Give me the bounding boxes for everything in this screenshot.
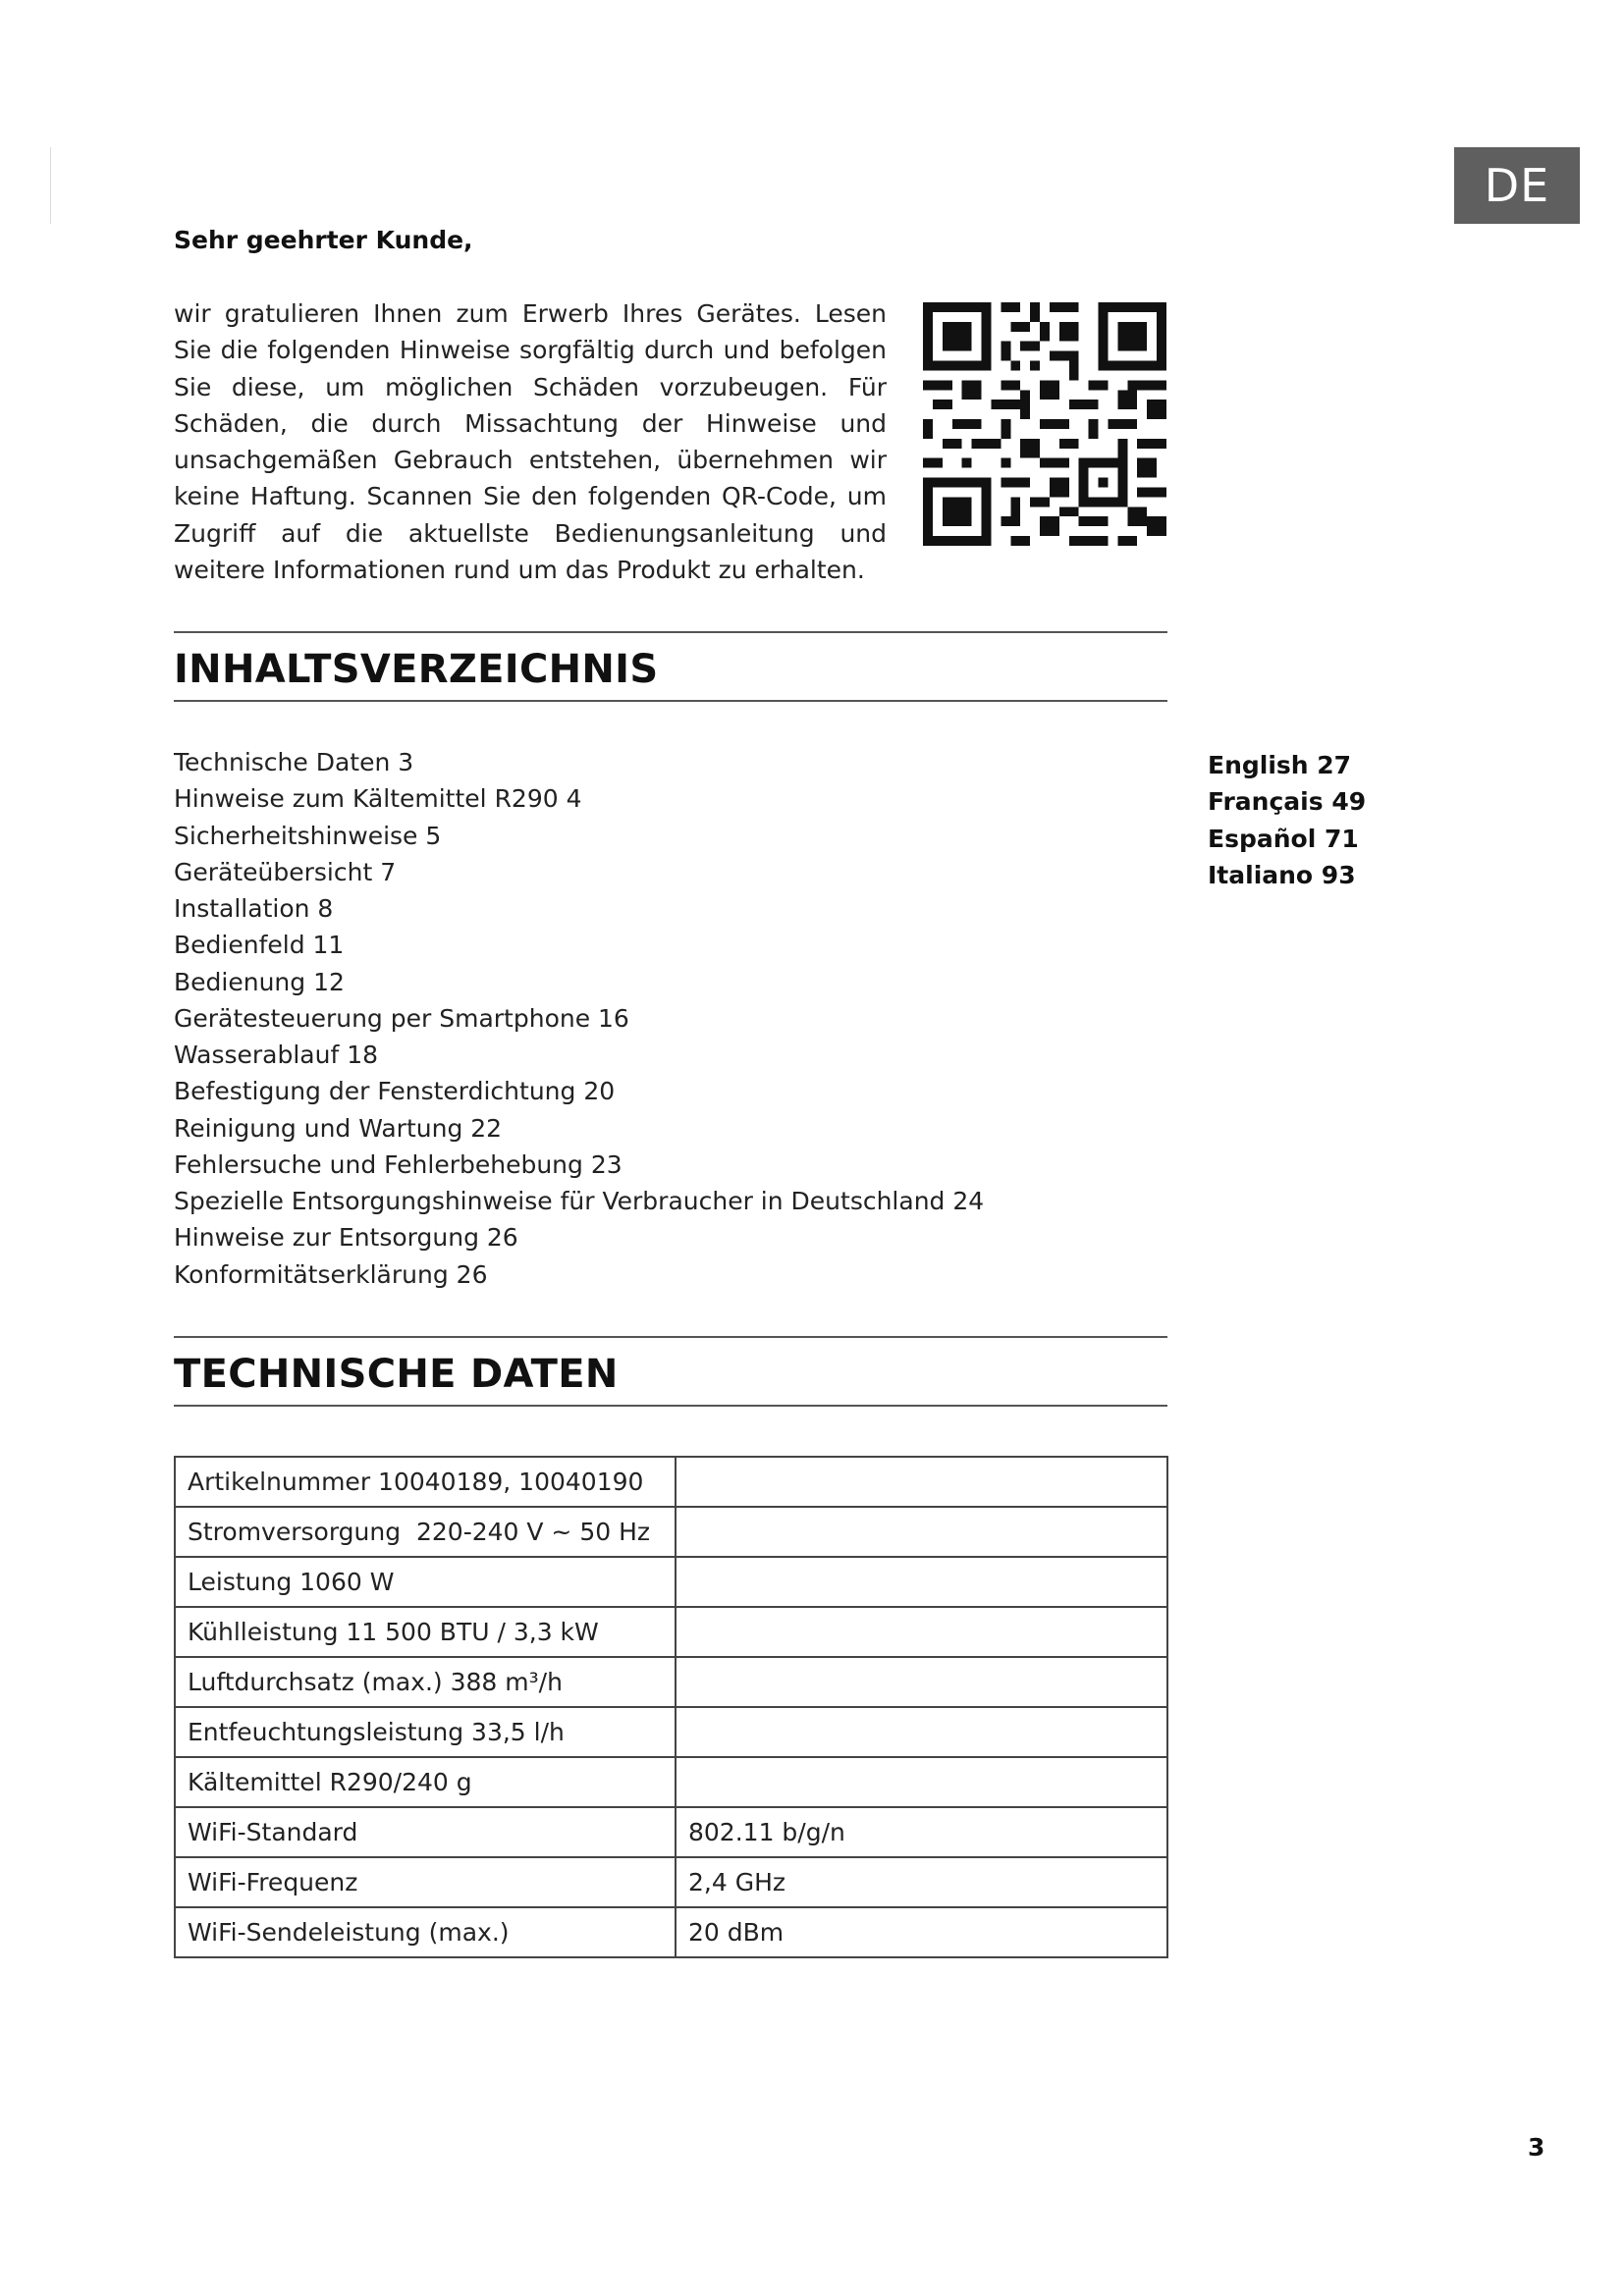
language-link-espanol[interactable]: Español 71 [1208, 824, 1359, 853]
page-number: 3 [1528, 2133, 1545, 2162]
intro-text: wir gratulieren Ihnen zum Erwerb Ihres Gerätes. Lesen Sie die folgenden Hinweise sorgfältig durch und befolgen Sie diese, um möglichen Schäden vorzubeugen. Für Schäden, die durch Missachtung der Hinweise und unsachgemäßen Gebrauch entstehen, übernehmen wir keine Haftung. Scannen Sie den folgenden QR-Code, um Zugriff auf die aktuellste Bedienungsanleitung und weitere Informationen rund um das Produkt zu erhalten. [174, 299, 887, 585]
table-row [175, 1907, 1167, 1957]
toc-item[interactable]: Bedienfeld 11 [174, 931, 345, 960]
greeting: Sehr geehrter Kunde, [174, 226, 473, 254]
toc-item[interactable]: Fehlersuche und Fehlerbehebung 23 [174, 1149, 623, 1179]
toc-item[interactable]: Bedienung 12 [174, 967, 345, 996]
toc-rule-bottom [174, 700, 1167, 702]
spec-label: Stromversorgung 220-240 V ~ 50 Hz [175, 1507, 676, 1557]
qr-code-icon [923, 302, 1166, 546]
toc-item[interactable]: Hinweise zur Entsorgung 26 [174, 1223, 518, 1253]
spec-value: 2,4 GHz [676, 1857, 1167, 1907]
spec-value [676, 1607, 1167, 1657]
table-row [175, 1557, 1167, 1607]
spec-value [676, 1657, 1167, 1707]
toc-item[interactable]: Installation 8 [174, 894, 334, 923]
spec-label: WiFi-Standard [175, 1807, 676, 1857]
spec-value [676, 1707, 1167, 1757]
specs-rule-bottom [174, 1405, 1167, 1407]
toc-item[interactable]: Befestigung der Fensterdichtung 20 [174, 1077, 616, 1106]
language-link-italiano[interactable]: Italiano 93 [1208, 860, 1356, 889]
spec-label: Entfeuchtungsleistung 33,5 l/h [175, 1707, 676, 1757]
spec-value [676, 1557, 1167, 1607]
table-row [175, 1857, 1167, 1907]
margin-rule [50, 147, 51, 224]
spec-value [676, 1457, 1167, 1507]
specs-table [174, 1456, 1168, 1958]
spec-label: Kältemittel R290/240 g [175, 1757, 676, 1807]
toc-item[interactable]: Geräteübersicht 7 [174, 857, 397, 886]
spec-label: WiFi-Frequenz [175, 1857, 676, 1907]
spec-value: 20 dBm [676, 1907, 1167, 1957]
toc-item[interactable]: Wasserablauf 18 [174, 1041, 379, 1069]
table-row [175, 1657, 1167, 1707]
table-row [175, 1807, 1167, 1857]
toc-item[interactable]: Sicherheitshinweise 5 [174, 821, 442, 850]
table-of-contents [174, 744, 984, 1293]
table-row [175, 1457, 1167, 1507]
spec-value [676, 1507, 1167, 1557]
spec-label: Artikelnummer 10040189, 10040190 [175, 1457, 676, 1507]
language-index [1208, 747, 1366, 893]
table-row [175, 1607, 1167, 1657]
language-link-english[interactable]: English 27 [1208, 751, 1352, 779]
toc-item[interactable]: Gerätesteuerung per Smartphone 16 [174, 1003, 629, 1033]
specs-heading: TECHNISCHE DATEN [174, 1352, 619, 1397]
spec-label: Leistung 1060 W [175, 1557, 676, 1607]
spec-value [676, 1757, 1167, 1807]
toc-item[interactable]: Konformitätserklärung 26 [174, 1259, 488, 1289]
toc-item[interactable]: Technische Daten 3 [174, 748, 414, 776]
language-badge: DE [1454, 147, 1580, 224]
specs-rule-top [174, 1336, 1167, 1338]
toc-rule-top [174, 631, 1167, 633]
language-link-francais[interactable]: Français 49 [1208, 787, 1367, 817]
spec-label: Luftdurchsatz (max.) 388 m³/h [175, 1657, 676, 1707]
toc-item[interactable]: Hinweise zum Kältemittel R290 4 [174, 784, 582, 814]
toc-item[interactable]: Reinigung und Wartung 22 [174, 1113, 503, 1143]
spec-value: 802.11 b/g/n [676, 1807, 1167, 1857]
table-row [175, 1707, 1167, 1757]
spec-label: Kühlleistung 11 500 BTU / 3,3 kW [175, 1607, 676, 1657]
toc-heading: INHALTSVERZEICHNIS [174, 647, 659, 692]
spec-label: WiFi-Sendeleistung (max.) [175, 1907, 676, 1957]
table-row [175, 1507, 1167, 1557]
toc-item[interactable]: Spezielle Entsorgungshinweise für Verbraucher in Deutschland 24 [174, 1187, 985, 1215]
table-row [175, 1757, 1167, 1807]
